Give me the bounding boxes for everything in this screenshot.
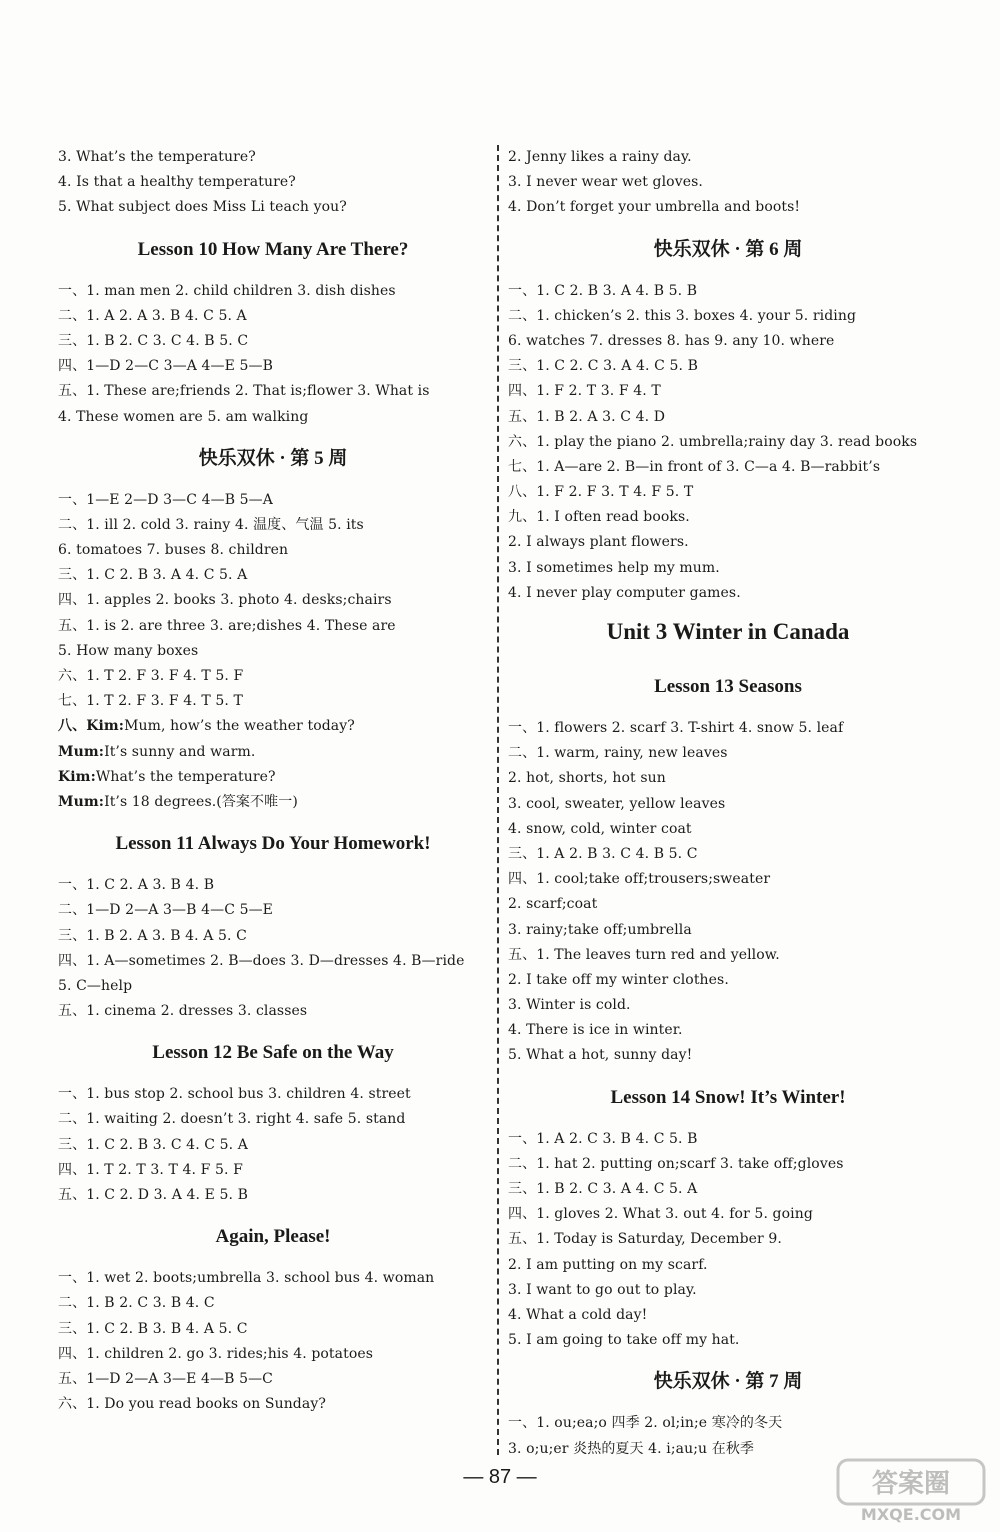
answer-line: 5. What a hot, sunny day! <box>508 1047 693 1064</box>
speaker-label: Mum: <box>58 793 105 810</box>
answer-line: 3. I want to go out to play. <box>508 1281 697 1298</box>
section-heading: Lesson 13 Seasons <box>654 676 802 697</box>
answer-line: 一、1. bus stop 2. school bus 3. children 4. street <box>58 1086 411 1103</box>
section-heading: Lesson 10 How Many Are There? <box>137 238 409 260</box>
answer-line: 四、1. gloves 2. What 3. out 4. for 5. going <box>508 1206 813 1223</box>
answer-line: 2. scarf;coat <box>508 896 598 913</box>
answer-line: 九、1. I often read books. <box>508 509 690 526</box>
answer-line: 三、1. C 2. B 3. C 4. C 5. A <box>58 1136 248 1153</box>
answer-line: 六、1. play the piano 2. umbrella;rainy day 3. read books <box>508 433 918 450</box>
answer-line: 4. Don’t forget your umbrella and boots! <box>508 199 801 216</box>
answer-line: 一、1. man men 2. child children 3. dish dishes <box>58 282 396 299</box>
answer-line: 二、1. chicken’s 2. this 3. boxes 4. your 5. riding <box>508 307 857 324</box>
answer-line: 4. I never play computer games. <box>508 584 741 601</box>
speaker-label: Mum: <box>58 743 105 760</box>
answer-line: 4. These women are 5. am walking <box>58 408 309 425</box>
watermark-url: MXQE.COM <box>860 1505 962 1524</box>
watermark-logo-icon <box>836 1456 986 1524</box>
answer-line: 五、1. C 2. D 3. A 4. E 5. B <box>58 1187 248 1203</box>
answer-line: 二、1. waiting 2. doesn’t 3. right 4. safe 5. stand <box>58 1111 406 1128</box>
answer-line: 二、1. hat 2. putting on;scarf 3. take off;gloves <box>508 1155 844 1172</box>
page-number: — 87 — <box>463 1466 537 1488</box>
answer-line: 4. What a cold day! <box>508 1306 648 1323</box>
answer-line: 6. watches 7. dresses 8. has 9. any 10. where <box>508 332 835 349</box>
answer-line: 八、1. F 2. F 3. T 4. F 5. T <box>508 484 694 501</box>
answer-line: 二、1—D 2—A 3—B 4—C 5—E <box>58 902 273 919</box>
dialogue-text: It’s sunny and warm. <box>104 743 256 760</box>
answer-line: 5. I am going to take off my hat. <box>508 1332 740 1349</box>
answer-line <box>58 714 488 739</box>
answer-line: 5. How many boxes <box>58 642 199 659</box>
answer-line: 一、1—E 2—D 3—C 4—B 5—A <box>58 491 273 508</box>
answer-line: 3. What’s the temperature? <box>58 149 256 165</box>
answer-line: 二、1. warm, rainy, new leaves <box>508 745 728 762</box>
answer-line: 二、1. ill 2. cold 3. rainy 4. 温度、气温 5. its <box>58 516 364 533</box>
answer-line: 五、1. Today is Saturday, December 9. <box>508 1231 782 1248</box>
answer-line: 四、1—D 2—C 3—A 4—E 5—B <box>58 358 273 375</box>
answer-line: 5. What subject does Miss Li teach you? <box>58 199 347 216</box>
answer-line: 5. C—help <box>58 977 133 994</box>
right-column <box>508 145 948 1462</box>
answer-line: 二、1. A 2. A 3. B 4. C 5. A <box>58 307 247 324</box>
answer-line: 2. hot, shorts, hot sun <box>508 770 666 787</box>
answer-line: 三、1. B 2. C 3. C 4. B 5. C <box>58 332 249 349</box>
answer-line: 一、1. C 2. A 3. B 4. B <box>58 877 215 894</box>
answer-line: 三、1. C 2. C 3. A 4. C 5. B <box>508 358 698 375</box>
answer-line: 三、1. C 2. B 3. A 4. C 5. A <box>58 567 248 584</box>
answer-line: 四、1. A—sometimes 2. B—does 3. D—dresses 4. B—ride <box>58 952 465 969</box>
speaker-label: Kim: <box>58 768 96 785</box>
column-divider <box>497 145 499 1455</box>
dialogue-text: Mum, how’s the weather today? <box>124 718 355 735</box>
answer-line: 四、1. F 2. T 3. F 4. T <box>508 383 661 400</box>
answer-line: 2. I am putting on my scarf. <box>508 1256 708 1273</box>
answer-line: 一、1. C 2. B 3. A 4. B 5. B <box>508 282 698 299</box>
answer-line: 四、1. children 2. go 3. rides;his 4. potatoes <box>58 1345 374 1362</box>
answer-line: 五、1—D 2—A 3—E 4—B 5—C <box>58 1370 273 1387</box>
section-heading: 快乐双休 · 第 6 周 <box>653 238 803 260</box>
answer-line: 3. cool, sweater, yellow leaves <box>508 795 726 812</box>
answer-line <box>58 765 488 790</box>
answer-line: 3. o;u;er 炎热的夏天 4. i;au;u 在秋季 <box>508 1440 755 1457</box>
answer-line: 七、1. A—are 2. B—in front of 3. C—a 4. B—rabbit’s <box>508 458 881 475</box>
answer-line: 一、1. flowers 2. scarf 3. T-shirt 4. snow 5. leaf <box>508 720 844 736</box>
answer-line: 六、1. Do you read books on Sunday? <box>58 1396 326 1413</box>
section-heading: 快乐双休 · 第 7 周 <box>653 1371 803 1393</box>
section-heading: Lesson 14 Snow! It’s Winter! <box>610 1086 846 1108</box>
section-heading: Unit 3 Winter in Canada <box>606 619 850 644</box>
dialogue-text: What’s the temperature? <box>95 768 276 785</box>
answer-line: 六、1. T 2. F 3. F 4. T 5. F <box>58 668 244 684</box>
dialogue-text: It’s 18 degrees.(答案不唯一) <box>104 793 298 810</box>
answer-line: 一、1. wet 2. boots;umbrella 3. school bus 4. woman <box>58 1270 435 1287</box>
answer-line: 五、1. B 2. A 3. C 4. D <box>508 408 666 425</box>
answer-line: 4. There is ice in winter. <box>508 1022 683 1039</box>
left-column <box>58 145 488 1417</box>
answer-line: 3. I sometimes help my mum. <box>508 559 720 576</box>
answer-line: 三、1. C 2. B 3. B 4. A 5. C <box>58 1320 248 1337</box>
section-heading: Again, Please! <box>215 1226 331 1248</box>
answer-line: 四、1. cool;take off;trousers;sweater <box>508 871 771 888</box>
answer-line: 4. Is that a healthy temperature? <box>58 174 296 191</box>
answer-line: 四、1. apples 2. books 3. photo 4. desks;chairs <box>58 592 392 609</box>
answer-line <box>58 740 488 765</box>
answer-line: 3. I never wear wet gloves. <box>508 174 703 191</box>
answer-line: 一、1. A 2. C 3. B 4. C 5. B <box>508 1130 698 1147</box>
answer-line: 2. I take off my winter clothes. <box>508 971 729 988</box>
section-heading: Lesson 12 Be Safe on the Way <box>152 1042 394 1064</box>
section-heading: Lesson 11 Always Do Your Homework! <box>115 833 431 855</box>
watermark-text: 答案圈 <box>871 1469 951 1499</box>
answer-line: 二、1. B 2. C 3. B 4. C <box>58 1295 215 1312</box>
answer-line: 四、1. T 2. T 3. T 4. F 5. F <box>58 1161 243 1178</box>
section-heading: 快乐双休 · 第 5 周 <box>198 447 348 469</box>
answer-line: 2. Jenny likes a rainy day. <box>508 149 692 165</box>
answer-line: 2. I always plant flowers. <box>508 534 689 551</box>
answer-line: 五、1. The leaves turn red and yellow. <box>508 946 780 963</box>
answer-line: 三、1. B 2. C 3. A 4. C 5. A <box>508 1181 698 1197</box>
answer-line: 三、1. B 2. A 3. B 4. A 5. C <box>58 927 247 944</box>
answer-line: 3. Winter is cold. <box>508 997 631 1014</box>
answer-line: 五、1. is 2. are three 3. are;dishes 4. These are <box>58 617 396 634</box>
answer-line: 三、1. A 2. B 3. C 4. B 5. C <box>508 845 698 862</box>
answer-line: 4. snow, cold, winter coat <box>508 820 692 837</box>
answer-line: 五、1. These are;friends 2. That is;flower 3. What is <box>58 383 430 400</box>
answer-line: 七、1. T 2. F 3. F 4. T 5. T <box>58 693 243 710</box>
answer-line <box>58 790 488 815</box>
answer-line: 五、1. cinema 2. dresses 3. classes <box>58 1003 308 1020</box>
speaker-label: 八、Kim: <box>58 718 125 735</box>
answer-line: 一、1. ou;ea;o 四季 2. ol;in;e 寒冷的冬天 <box>508 1415 783 1432</box>
answer-line: 3. rainy;take off;umbrella <box>508 921 692 938</box>
answer-line: 6. tomatoes 7. buses 8. children <box>58 542 289 559</box>
